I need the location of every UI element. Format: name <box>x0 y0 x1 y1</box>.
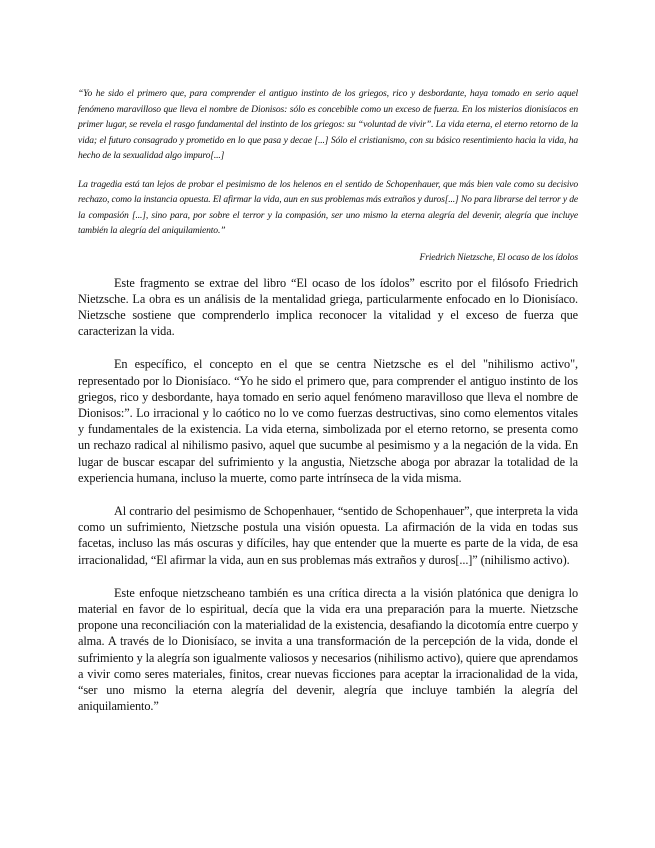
body-paragraph-3: Al contrario del pesimismo de Schopenhauer, “sentido de Schopenhauer”, que interpreta la vida como un sufrimiento, Nietzsche postula una visión opuesta. La afirmación de la vida en todas sus facetas, incluso las más oscuras y difíciles, hay que entender que la muerte es parte de la vida, de esa irracionalidad, “El afirmar la vida, aun en sus problemas más extraños y duros[...]” (nihilismo activo). <box>78 503 578 567</box>
document-page <box>78 86 578 731</box>
body-paragraph-1: Este fragmento se extrae del libro “El ocaso de los ídolos” escrito por el filósofo Friedrich Nietzsche. La obra es un análisis de la mentalidad griega, particularmente enfocado en lo Dionisíaco. Nietzsche sostiene que comprenderlo implica reconocer la vitalidad y el exceso de fuerza que caracterizan la vida. <box>78 275 578 339</box>
quote-block-1: “Yo he sido el primero que, para comprender el antiguo instinto de los griegos, rico y desbordante, haya tomado en serio aquel fenómeno maravilloso que lleva el nombre de Dionisos: sólo es concebible como un exceso de fuerza. En los misterios dionisíacos en primer lugar, se revela el rasgo fundamental del instinto de los griegos: su “voluntad de vivir”. La vida eterna, el eterno retorno de la vida; el futuro consagrado y prometido en lo que pasa y decae [...] Sólo el cristianismo, con su básico resentimiento hacia la vida, ha hecho de la sexualidad algo impuro[...] <box>78 88 578 161</box>
body-paragraph-2: En específico, el concepto en el que se centra Nietzsche es el del "nihilismo activo", representado por lo Dionisíaco. “Yo he sido el primero que, para comprender el antiguo instinto de los griegos, rico y desbordante, haya tomado en serio aquel fenómeno maravilloso que lleva el nombre de Dionisos:”. Lo irracional y lo caótico no lo ve como fuerzas destructivas, sino como elementos vitales y fundamentales de la existencia. La vida eterna, simbolizada por el eterno retorno, se presenta como un rechazo radical al nihilismo pasivo, aquel que sucumbe al pesimismo y a la negación de la vida. En lugar de buscar escapar del sufrimiento y la angustia, Nietzsche aboga por abrazar la totalidad de la experiencia humana, incluso la muerte, como parte intrínseca de la vida misma. <box>78 357 578 485</box>
body-paragraph-4: Este enfoque nietzscheano también es una crítica directa a la visión platónica que denigra lo material en favor de lo espiritual, decía que la vida era una preparación para la muerte. Nietzsche propone una reconciliación con la materialidad de la existencia, desafiando la dicotomía entre cuerpo y alma. A través de lo Dionisíaco, se invita a una transformación de la percepción de la vida, donde el sufrimiento y la alegría son igualmente valiosos y necesarios (nihilismo activo), quiere que aprendamos a vivir como seres materiales, finitos, crear nuevas ficciones para aceptar la irracionalidad de la vida, “ser uno mismo la eterna alegría del devenir, alegría que incluye también la alegría del aniquilamiento.” <box>78 585 578 714</box>
quote-block-2: La tragedia está tan lejos de probar el pesimismo de los helenos en el sentido de Schopenhauer, que más bien vale como su decisivo rechazo, como la instancia opuesta. El afirmar la vida, aun en sus problemas más extraños y duros[...] No para librarse del terror y de la compasión [...], sino para, por sobre el terror y la compasión, ser uno mismo la eterna alegría del devenir, alegría que incluye también la alegría del aniquilamiento.” <box>78 178 578 236</box>
quote-attribution: Friedrich Nietzsche, El ocaso de los ídolos <box>419 251 578 263</box>
